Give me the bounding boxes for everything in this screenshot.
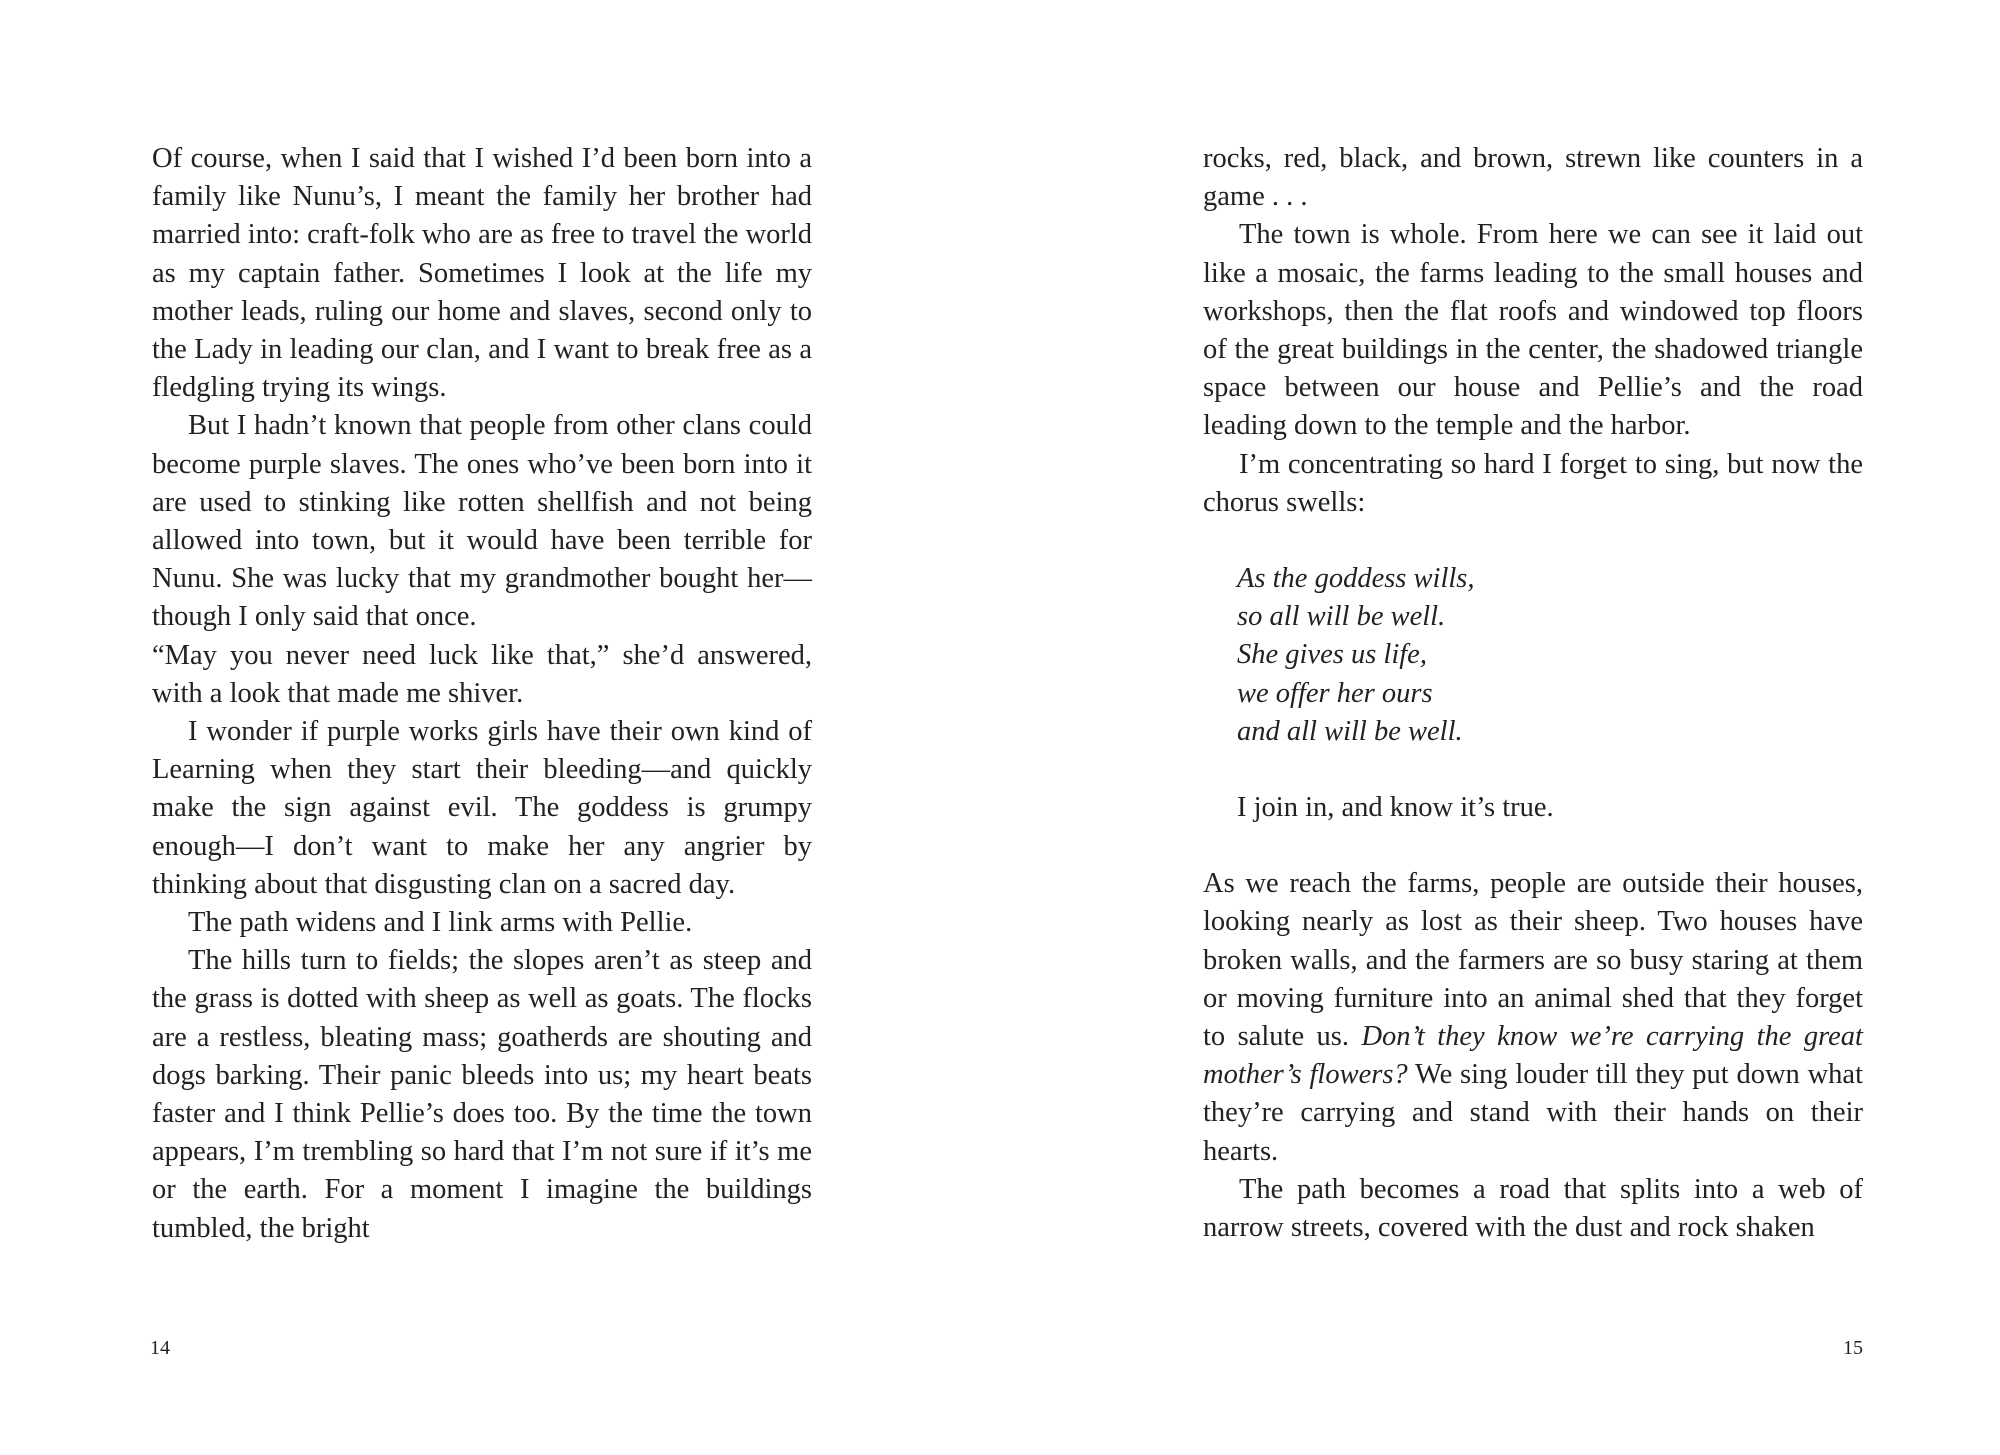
verse-line: so all will be well. [1237, 601, 1446, 633]
verse-line: we offer her ours [1237, 677, 1433, 709]
paragraph: The hills turn to fields; the slopes aren’t as steep and the grass is dotted with sheep as well as goats. The flocks are a restless, bleating mass; goatherds are shouting and dogs barking. Their panic bleeds into us; my heart beats faster and I think Pellie’s does too. By the time the town appears, I’m trembling so hard that I’m not sure if it’s me or the earth. For a moment I imagine the buildings tumbled, the bright [152, 945, 812, 1244]
left-page-text [152, 140, 812, 1248]
italic-thought: Don’t they know we’re carrying the great mother’s flowers? [1203, 1021, 1863, 1091]
paragraph: “May you never need luck like that,” she’d answered, with a look that made me shiver. [152, 639, 812, 709]
paragraph: But I hadn’t known that people from other clans could become purple slaves. The ones who’ve been born into it are used to stinking like rotten shellfish and not being allowed into town, but it would have been terrible for Nunu. She was lucky that my grandmother bought her—though I only said that once. [152, 410, 812, 633]
chorus-verse [1237, 560, 1863, 751]
verse-line: She gives us life, [1237, 639, 1427, 671]
verse-line: As the goddess wills, [1237, 563, 1475, 595]
paragraph: I join in, and know it’s true. [1237, 792, 1554, 824]
verse-line: and all will be well. [1237, 715, 1463, 747]
right-page-text [1203, 140, 1863, 1247]
paragraph: Of course, when I said that I wished I’d been born into a family like Nunu’s, I meant the family her brother had married into: craft-folk who are as free to travel the world as my captain father. Sometimes I look at the life my mother leads, ruling our home and slaves, second only to the Lady in leading our clan, and I want to break free as a fledgling trying its wings. [152, 143, 812, 404]
paragraph-text: As we reach the farms, people are outside their houses, looking nearly as lost as their sheep. Two houses have broken walls, and the farmers are so busy staring at them or moving furniture into an animal shed that they forget to salute us. [1203, 868, 1863, 1053]
page-number-right: 15 [1843, 1337, 1863, 1359]
paragraph-text: We sing louder till they put down what they’re carrying and stand with their hands on their hearts. [1203, 1059, 1863, 1167]
paragraph: The path widens and I link arms with Pellie. [188, 907, 693, 939]
page-number-left: 14 [150, 1337, 170, 1359]
paragraph: I wonder if purple works girls have their own kind of Learning when they start their bleeding—and quickly make the sign against evil. The goddess is grumpy enough—I don’t want to make her any angrier by thinking about that disgusting clan on a sacred day. [152, 716, 812, 900]
paragraph: The path becomes a road that splits into a web of narrow streets, covered with the dust and rock shaken [1203, 1173, 1863, 1244]
paragraph: rocks, red, black, and brown, strewn like counters in a game . . . [1203, 143, 1863, 213]
paragraph [1203, 865, 1863, 1171]
paragraph: I’m concentrating so hard I forget to sing, but now the chorus swells: [1203, 448, 1863, 518]
paragraph: The town is whole. From here we can see it laid out like a mosaic, the farms leading to the small houses and workshops, then the flat roofs and windowed top floors of the great buildings in the center, the shadowed triangle space between our house and Pellie’s and the road leading down to the temple and the harbor. [1203, 219, 1863, 442]
